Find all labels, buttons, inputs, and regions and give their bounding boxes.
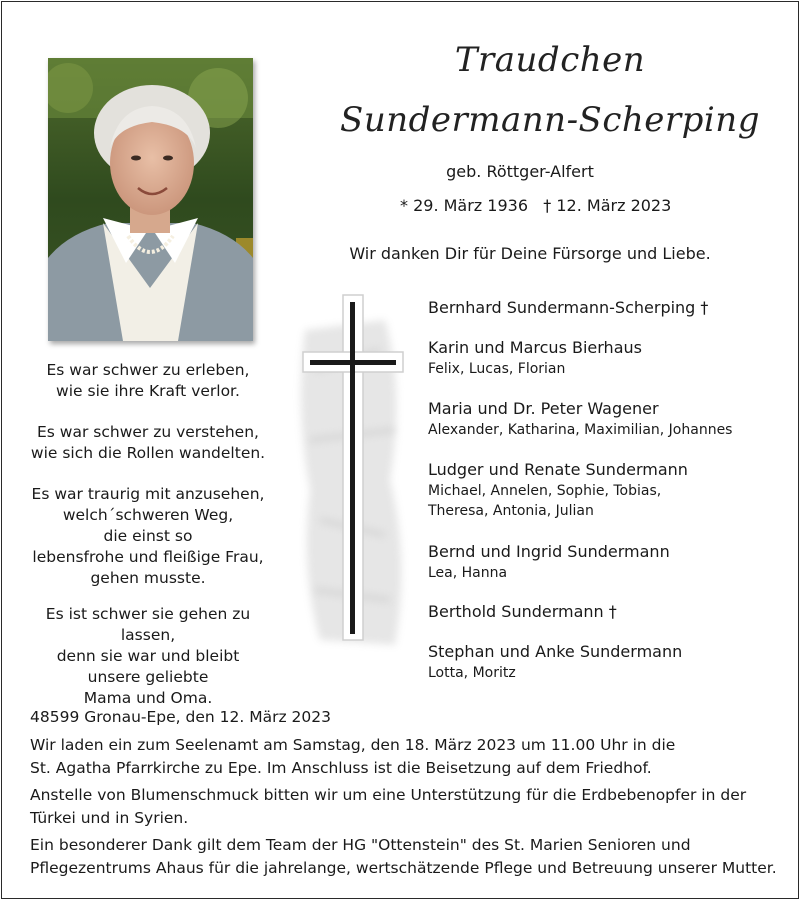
family-entry bbox=[428, 297, 788, 319]
family-name: Bernhard Sundermann-Scherping † bbox=[428, 298, 709, 317]
portrait-photo bbox=[48, 58, 253, 341]
poem-line: wie sich die Rollen wandelten. bbox=[30, 444, 266, 462]
poem-stanza-4 bbox=[18, 604, 278, 709]
poem-line: wie sie ihre Kraft verlor. bbox=[56, 382, 240, 400]
poem-line: welch´schweren Weg, bbox=[62, 506, 234, 524]
family-children: Michael, Annelen, Sophie, Tobias, bbox=[428, 483, 662, 499]
family-children: Felix, Lucas, Florian bbox=[428, 361, 566, 377]
family-entry bbox=[428, 601, 788, 623]
poem-line: gehen musste. bbox=[90, 569, 206, 587]
poem-line: lebensfrohe und fleißige Frau, bbox=[32, 548, 264, 566]
poem-stanza-3 bbox=[18, 484, 278, 589]
donation-line: Türkei und in Syrien. bbox=[30, 809, 189, 827]
family-entry bbox=[428, 459, 788, 521]
donation-info bbox=[30, 784, 780, 830]
deceased-first-name: Traudchen bbox=[454, 40, 646, 80]
special-thanks-line: Pflegezentrums Ahaus für die jahrelange, wertschätzende Pflege und Betreuung unserer Mutter. bbox=[30, 859, 777, 877]
poem-line: die einst so bbox=[103, 527, 193, 545]
poem-stanza-2 bbox=[18, 422, 278, 464]
family-name: Berthold Sundermann † bbox=[428, 602, 617, 621]
cross-icon bbox=[285, 290, 415, 660]
death-date: † 12. März 2023 bbox=[543, 196, 672, 215]
poem-line: Es war traurig mit anzusehen, bbox=[31, 485, 265, 503]
thanks-line: Wir danken Dir für Deine Fürsorge und Liebe. bbox=[349, 244, 711, 263]
deceased-last-name: Sundermann-Scherping bbox=[340, 100, 760, 140]
birth-name: geb. Röttger-Alfert bbox=[446, 162, 594, 181]
poem-line: Mama und Oma. bbox=[83, 689, 213, 707]
birth-date: * 29. März 1936 bbox=[400, 196, 529, 215]
poem-line: unsere geliebte bbox=[87, 668, 209, 686]
family-entry bbox=[428, 641, 788, 683]
family-name: Ludger und Renate Sundermann bbox=[428, 460, 688, 479]
special-thanks bbox=[30, 834, 780, 880]
poem-stanza-1 bbox=[18, 360, 278, 402]
poem-line: Es war schwer zu verstehen, bbox=[37, 423, 259, 441]
family-entry bbox=[428, 398, 788, 440]
family-children: Lotta, Moritz bbox=[428, 665, 516, 681]
family-children: Lea, Hanna bbox=[428, 565, 508, 581]
family-children: Theresa, Antonia, Julian bbox=[428, 503, 594, 519]
poem-line: Es ist schwer sie gehen zu lassen, bbox=[45, 605, 251, 644]
life-dates bbox=[400, 196, 690, 215]
donation-line: Anstelle von Blumenschmuck bitten wir um eine Unterstützung für die Erdbebenopfer in der bbox=[30, 786, 747, 804]
service-info bbox=[30, 734, 780, 780]
family-name: Stephan und Anke Sundermann bbox=[428, 642, 683, 661]
poem-line: Es war schwer zu erleben, bbox=[46, 361, 250, 379]
place-date: 48599 Gronau-Epe, den 12. März 2023 bbox=[30, 708, 331, 726]
service-line: Wir laden ein zum Seelenamt am Samstag, den 18. März 2023 um 11.00 Uhr in die bbox=[30, 736, 676, 754]
special-thanks-line: Ein besonderer Dank gilt dem Team der HG "Ottenstein" des St. Marien Senioren und bbox=[30, 836, 691, 854]
family-children: Alexander, Katharina, Maximilian, Johannes bbox=[428, 422, 733, 438]
family-entry bbox=[428, 541, 788, 583]
family-name: Maria und Dr. Peter Wagener bbox=[428, 399, 659, 418]
family-name: Bernd und Ingrid Sundermann bbox=[428, 542, 670, 561]
family-entry bbox=[428, 337, 788, 379]
family-name: Karin und Marcus Bierhaus bbox=[428, 338, 642, 357]
poem-line: denn sie war und bleibt bbox=[56, 647, 240, 665]
service-line: St. Agatha Pfarrkirche zu Epe. Im Anschluss ist die Beisetzung auf dem Friedhof. bbox=[30, 759, 652, 777]
